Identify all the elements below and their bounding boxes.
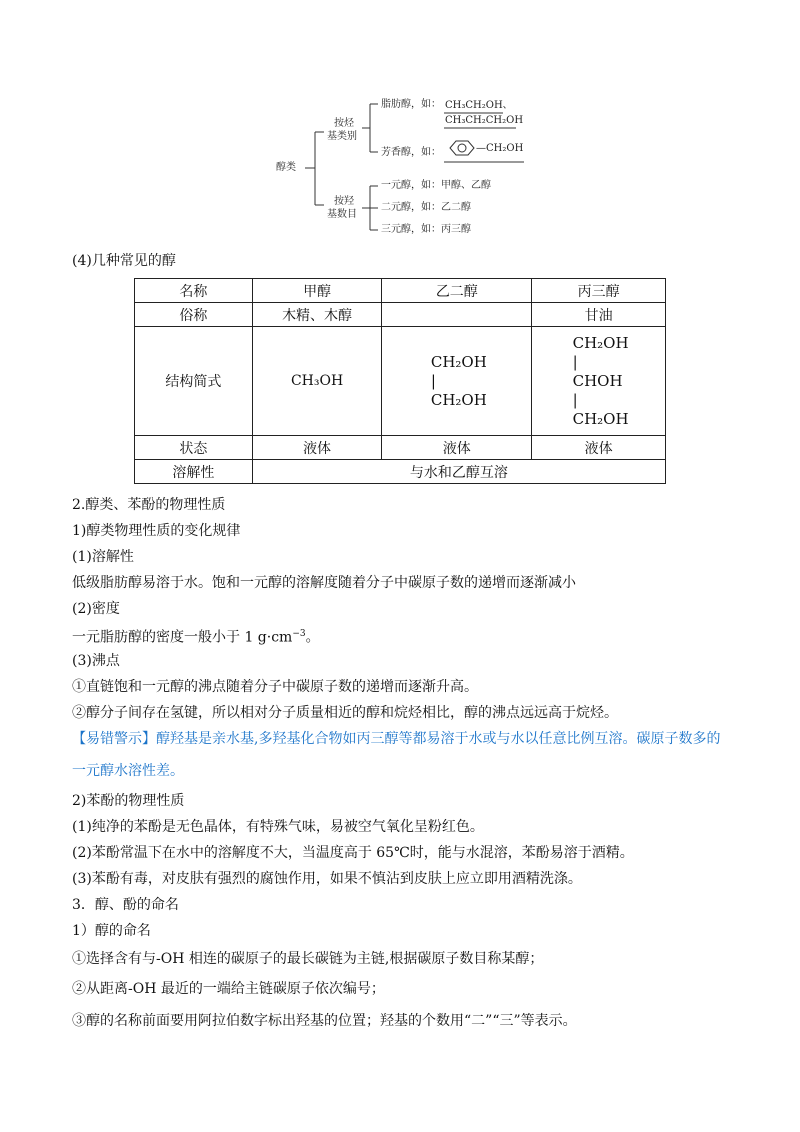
tree-branch2-line2: 基数目 (327, 209, 357, 220)
text-naming-1: ①选择含有与-OH 相连的碳原子的最长碳链为主链,根据碳原子数目称某醇； (72, 951, 544, 967)
glycerol-formula: CH₂OH | CHOH | CH₂OH (572, 333, 629, 428)
tree-item-aliphatic: 脂肪醇，如： (381, 99, 441, 110)
tree-formula-benzyl: —CH₂OH (476, 143, 524, 154)
subsection-alcohol-naming: 1）醇的命名 (72, 923, 151, 939)
tree-formula-ethanol: CH₃CH₂OH、 (445, 100, 513, 111)
tree-branch1-line2: 基类别 (327, 131, 357, 142)
header-methanol: 甲醇 (252, 279, 382, 303)
text-solubility: 低级脂肪醇易溶于水。饱和一元醇的溶解度随着分子中碳原子数的递增而逐渐减小 (72, 575, 576, 591)
table-row-solubility (135, 460, 666, 484)
table-header-row (135, 279, 666, 303)
cell-glycol-structure (382, 327, 532, 436)
subsection-phenol-properties: 2)苯酚的物理性质 (72, 793, 185, 809)
cell-solubility-value: 与水和乙醇互溶 (252, 460, 665, 484)
tree-item-dihydric: 二元醇，如：乙二醇 (381, 202, 471, 213)
text-boiling-point-a: ①直链饱和一元醇的沸点随着分子中碳原子数的递增而逐渐升高。 (72, 679, 478, 695)
text-naming-2: ②从距离-OH 最近的一端给主链碳原子依次编号； (72, 981, 385, 997)
text-boiling-point-b: ②醇分子间存在氢键，所以相对分子质量相近的醇和烷烃相比，醇的沸点远远高于烷烃。 (72, 705, 618, 721)
cell-methanol-structure: CH₃OH (252, 327, 382, 436)
section-2-title: 2.醇类、苯酚的物理性质 (72, 497, 226, 513)
warning-line-1: 【易错警示】醇羟基是亲水基,多羟基化合物如丙三醇等都易溶于水或与水以任意比例互溶。碳原子数多的 (72, 731, 721, 747)
cell-glycerol-state: 液体 (532, 436, 666, 460)
table-row-structure (135, 327, 666, 436)
section-title-common-alcohols: (4)几种常见的醇 (72, 253, 176, 269)
heading-density: (2)密度 (72, 601, 120, 617)
ethylene-glycol-formula: CH₂OH | CH₂OH (430, 352, 487, 409)
alcohol-table (134, 278, 666, 484)
tree-formula-propanol: CH₃CH₂CH₂OH (445, 115, 524, 126)
cell-glycerol-common: 甘油 (532, 303, 666, 327)
cell-state-label: 状态 (135, 436, 253, 460)
cell-methanol-common: 木精、木醇 (252, 303, 382, 327)
text-density: 一元脂肪醇的密度一般小于 1 $g\cdot cm^{-3}$。 (72, 629, 320, 646)
header-glycerol: 丙三醇 (532, 279, 666, 303)
cell-glycerol-structure (532, 327, 666, 436)
warning-line-2: 一元醇水溶性差。 (72, 763, 184, 779)
header-name: 名称 (135, 279, 253, 303)
table-row-common-name (135, 303, 666, 327)
cell-glycol-state: 液体 (382, 436, 532, 460)
section-3-title: 3．醇、酚的命名 (72, 897, 179, 913)
heading-boiling-point: (3)沸点 (72, 653, 120, 669)
header-ethylene-glycol: 乙二醇 (382, 279, 532, 303)
tree-branch2-line1: 按羟 (334, 196, 354, 207)
subsection-alcohol-properties: 1)醇类物理性质的变化规律 (72, 523, 241, 539)
tree-item-monohydric: 一元醇，如：甲醇、乙醇 (381, 180, 491, 191)
text-phenol-1: (1)纯净的苯酚是无色晶体，有特殊气味，易被空气氧化呈粉红色。 (72, 819, 484, 835)
cell-structure-label: 结构简式 (135, 327, 253, 436)
cell-solubility-label: 溶解性 (135, 460, 253, 484)
heading-solubility: (1)溶解性 (72, 549, 134, 565)
text-naming-3: ③醇的名称前面要用阿拉伯数字标出羟基的位置；羟基的个数用“二”“三”等表示。 (72, 1013, 577, 1029)
tree-item-aromatic: 芳香醇，如： (381, 147, 441, 158)
text-phenol-2: (2)苯酚常温下在水中的溶解度不大，当温度高于 65℃时，能与水混溶，苯酚易溶于酒精。 (72, 845, 634, 861)
cell-common-name-label: 俗称 (135, 303, 253, 327)
tree-root: 醇类 (276, 162, 296, 173)
tree-item-trihydric: 三元醇，如：丙三醇 (381, 224, 471, 235)
cell-methanol-state: 液体 (252, 436, 382, 460)
tree-branch1-line1: 按烃 (334, 118, 354, 129)
cell-glycol-common (382, 303, 532, 327)
table-row-state (135, 436, 666, 460)
text-phenol-3: (3)苯酚有毒，对皮肤有强烈的腐蚀作用，如果不慎沾到皮肤上应立即用酒精洗涤。 (72, 871, 582, 887)
